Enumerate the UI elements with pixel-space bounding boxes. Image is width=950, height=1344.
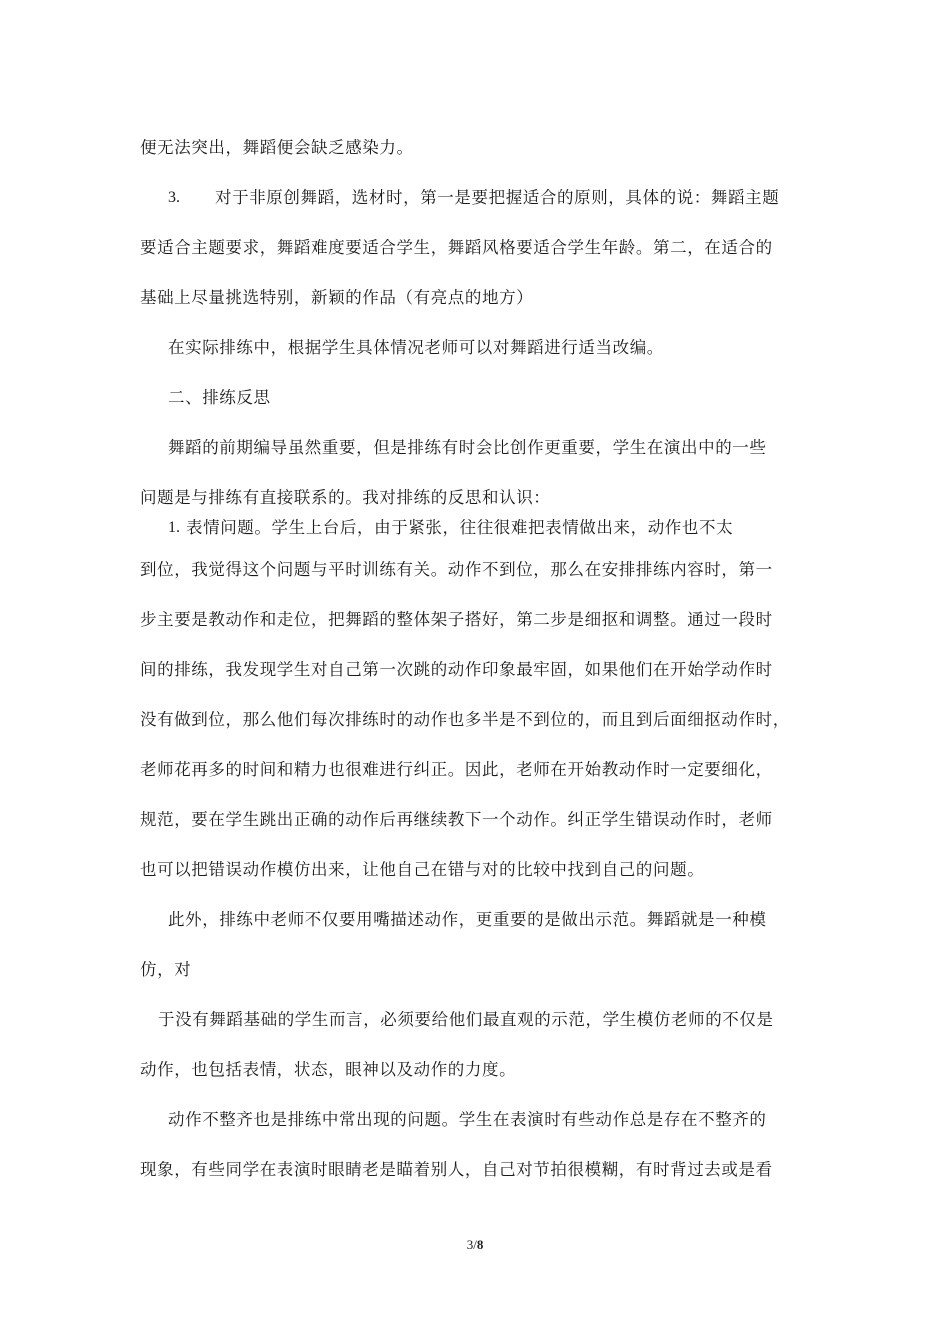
text-line: 对于非原创舞蹈，选材时，第一是要把握适合的原则，具体的说：舞蹈主题 xyxy=(215,188,780,207)
text-line: 要适合主题要求，舞蹈难度要适合学生，舞蹈风格要适合学生年龄。第二，在适合的 xyxy=(140,238,773,257)
text-line: 动作不整齐也是排练中常出现的问题。学生在表演时有些动作总是存在不整齐的 xyxy=(168,1110,767,1129)
text-line: 老师花再多的时间和精力也很难进行纠正。因此，老师在开始教动作时一定要细化， xyxy=(140,760,773,779)
text-line: 问题是与排练有直接联系的。我对排练的反思和认识： xyxy=(140,488,551,507)
list-number: 1. xyxy=(168,519,180,536)
text-line: 便无法突出，舞蹈便会缺乏感染力。 xyxy=(140,138,414,157)
text-line: 基础上尽量挑选特别，新颖的作品（有亮点的地方） xyxy=(140,288,534,307)
text-line: 此外，排练中老师不仅要用嘴描述动作，更重要的是做出示范。舞蹈就是一种模 xyxy=(168,910,767,929)
page-total: 8 xyxy=(476,1237,484,1252)
text-line: 现象，有些同学在表演时眼睛老是瞄着别人，自己对节拍很模糊，有时背过去或是看 xyxy=(140,1160,773,1179)
text-line: 仿，对 xyxy=(140,960,192,979)
text-line: 间的排练，我发现学生对自己第一次跳的动作印象最牢固，如果他们在开始学动作时 xyxy=(140,660,773,679)
text-line: 动作，也包括表情，状态，眼神以及动作的力度。 xyxy=(140,1060,517,1079)
text-line: 于没有舞蹈基础的学生而言，必须要给他们最直观的示范，学生模仿老师的不仅是 xyxy=(158,1010,774,1029)
text-line: 没有做到位，那么他们每次排练时的动作也多半是不到位的，而且到后面细抠动作时， xyxy=(140,710,790,729)
page-current: 3 xyxy=(466,1237,474,1252)
text-line: 表情问题。学生上台后，由于紧张，往往很难把表情做出来，动作也不太 xyxy=(186,518,734,537)
text-line: 步主要是教动作和走位，把舞蹈的整体架子搭好，第二步是细抠和调整。通过一段时 xyxy=(140,610,773,629)
text-line: 也可以把错误动作模仿出来，让他自己在错与对的比较中找到自己的问题。 xyxy=(140,860,705,879)
text-line: 规范，要在学生跳出正确的动作后再继续教下一个动作。纠正学生错误动作时，老师 xyxy=(140,810,773,829)
page-number xyxy=(0,1237,950,1253)
text-line: 到位，我觉得这个问题与平时训练有关。动作不到位，那么在安排排练内容时，第一 xyxy=(140,560,773,579)
page-separator: / xyxy=(473,1237,477,1252)
section-heading: 二、排练反思 xyxy=(168,388,271,407)
list-number: 3. xyxy=(168,189,180,206)
text-line: 在实际排练中，根据学生具体情况老师可以对舞蹈进行适当改编。 xyxy=(168,338,664,357)
text-line: 舞蹈的前期编导虽然重要，但是排练有时会比创作更重要，学生在演出中的一些 xyxy=(168,438,767,457)
